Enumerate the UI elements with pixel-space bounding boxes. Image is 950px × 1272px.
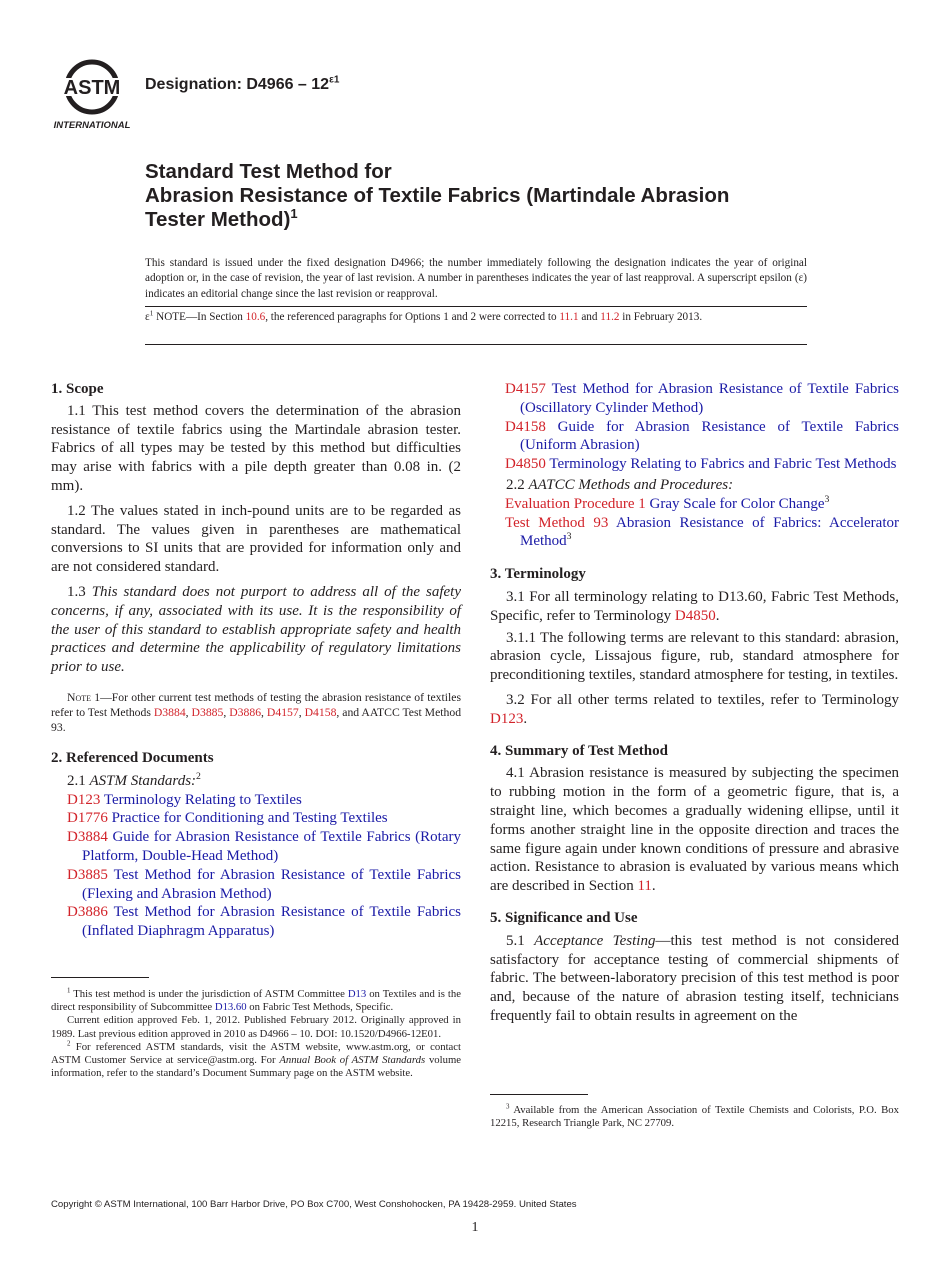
ref-item[interactable]: D1776 Practice for Conditioning and Testing Textiles	[67, 810, 388, 827]
right-column	[490, 380, 899, 1026]
footnote-divider-right	[490, 1094, 588, 1095]
note-link-d4157[interactable]: D4157	[266, 705, 299, 719]
heading-terminology: 3. Terminology	[490, 566, 586, 583]
aatcc-item[interactable]: Evaluation Procedure 1 Gray Scale for Color Change$^3$	[505, 493, 830, 512]
para-2-1: 2.1 ASTM Standards:$^2$	[67, 770, 201, 789]
heading-summary: 4. Summary of Test Method	[490, 742, 668, 759]
aatcc-list	[490, 495, 899, 551]
footnote-3: $^3$ Available from the American Association of Textile Chemists and Colorists, P.O. Box 12215, Research Triangle Park, NC 27709.	[490, 1102, 899, 1130]
intro-divider-bottom	[145, 344, 807, 345]
astm-standards-list	[51, 791, 461, 941]
intro-divider-top	[145, 306, 807, 307]
aatcc-item[interactable]: Test Method 93 Abrasion Resistance of Fabrics: Accelerator Method$^3$	[505, 514, 899, 550]
link-section-11-1[interactable]: 11.1	[559, 311, 579, 323]
note-1: Note 1—For other current test methods of testing the abrasion resistance of textiles refer to Test Methods D3884, D3885, D3886, D4157, D4158, and AATCC Test Method 93.	[51, 690, 462, 734]
ref-item[interactable]: D123 Terminology Relating to Textiles	[67, 791, 302, 808]
ref-item[interactable]: D3884 Guide for Abrasion Resistance of Textile Fabrics (Rotary Platform, Double-Head Method)	[67, 829, 461, 864]
heading-scope: 1. Scope	[51, 381, 104, 397]
ref-item[interactable]: D3886 Test Method for Abrasion Resistance of Textile Fabrics (Inflated Diaphragm Apparatus)	[67, 904, 461, 940]
para-3-2: 3.2 For all other terms related to textiles, refer to Terminology D123.	[490, 691, 899, 727]
title-line-3: Tester Method)	[145, 208, 291, 231]
para-3-1: 3.1 For all terminology relating to D13.60, Fabric Test Methods, Specific, refer to Terminology D4850.	[490, 588, 899, 624]
footnote-divider-left	[51, 977, 149, 978]
footnote-2: $^2$ For referenced ASTM standards, visit the ASTM website, www.astm.org, or contact ASTM Customer Service at service@astm.org. For Annual Book of ASTM Standards volume information, refer to the standard’s Document Summary page on the ASTM website.	[51, 1039, 461, 1080]
para-3-1-1: 3.1.1 The following terms are relevant to this standard: abrasion, abrasion cycle, Lissajous figure, rub, standard atmosphere for preconditioning textiles, standard atmosphere for testing, in textiles.	[490, 629, 899, 684]
ref-item[interactable]: D4157 Test Method for Abrasion Resistance of Textile Fabrics (Oscillatory Cylinder Method)	[505, 381, 899, 416]
note-link-d3885[interactable]: D3885	[191, 705, 224, 719]
link-section-11-2[interactable]: 11.2	[600, 311, 620, 323]
link-committee-d13[interactable]: D13	[347, 988, 367, 1000]
left-column	[51, 380, 461, 941]
page-number: 1	[471, 1220, 479, 1235]
note-link-d3884[interactable]: D3884	[153, 705, 186, 719]
title-line-1: Standard Test Method for	[145, 160, 392, 183]
para-4-1: 4.1 Abrasion resistance is measured by subjecting the specimen to rubbing motion in the form of a geometric figure, that is, a straight line, which becomes a gradually widening ellipse, until it forms another straight line in the opposite direction and traces the same figure again under known conditions of pressure and abrasive action. Resistance to abrasion is evaluated by various means which are described in Section 11.	[490, 765, 899, 895]
astm-logo-icon	[50, 56, 134, 132]
logo-letters: ASTM	[63, 77, 121, 99]
para-1-2: 1.2 The values stated in inch-pound units are to be regarded as standard. The values given in parentheses are mathematical conversions to SI units that are provided for information only and are not considered standard.	[51, 502, 461, 576]
designation-label: Designation: D4966 – 12	[145, 76, 330, 93]
ref-item[interactable]: D4850 Terminology Relating to Fabrics and Fabric Test Methods	[505, 456, 897, 473]
para-5-1: 5.1 Acceptance Testing—this test method is not considered satisfactory for acceptance testing of commercial shipments of fabric. The between-laboratory precision of this test method is poor and, because of the nature of abrasion testing itself, technicians frequently fail to obtain results in agreement on the	[490, 932, 900, 1024]
designation	[145, 76, 339, 94]
astm-standards-list-cont	[490, 380, 899, 474]
document-title	[145, 160, 825, 232]
left-footnotes	[51, 988, 461, 1080]
footnote-1: $^1$ This test method is under the jurisdiction of ASTM Committee D13 on Textiles and is the direct responsibility of Subcommittee D13.60 on Fabric Test Methods, Specific.	[51, 986, 461, 1014]
logo-subtext: INTERNATIONAL	[53, 120, 131, 131]
link-section-11[interactable]: 11	[637, 878, 652, 895]
astm-logo	[50, 56, 134, 132]
title-footnote-ref: 1	[290, 206, 298, 222]
link-section-10-6[interactable]: 10.6	[245, 311, 266, 323]
title-line-2: Abrasion Resistance of Textile Fabrics (Martindale Abrasion	[145, 184, 730, 207]
heading-significance: 5. Significance and Use	[490, 909, 638, 926]
link-subcommittee-d1360[interactable]: D13.60	[214, 1001, 247, 1014]
designation-epsilon: ε1	[329, 74, 340, 86]
para-1-1: 1.1 This test method covers the determination of the abrasion resistance of textile fabrics using the Martindale abrasion tester. Fabrics of all types may be tested by this method but difficulties may arise with fabrics with a pile depth greater than 0.08 in. (2 mm).	[51, 402, 461, 494]
note-link-d3886[interactable]: D3886	[229, 705, 262, 719]
heading-referenced-documents: 2. Referenced Documents	[51, 749, 214, 766]
editorial-note: $\varepsilon^1$ NOTE—In Section 10.6, the referenced paragraphs for Options 1 and 2 were corrected to 11.1 and 11.2 in February 2013.	[145, 309, 703, 323]
note-link-d4158[interactable]: D4158	[304, 705, 337, 719]
ref-item[interactable]: D4158 Guide for Abrasion Resistance of Textile Fabrics (Uniform Abrasion)	[505, 418, 899, 454]
para-2-2: 2.2 AATCC Methods and Procedures:	[506, 476, 734, 493]
right-footnotes	[490, 1104, 899, 1130]
ref-item[interactable]: D3885 Test Method for Abrasion Resistance of Textile Fabrics (Flexing and Abrasion Method)	[67, 866, 461, 902]
footnote-1-edition: Current edition approved Feb. 1, 2012. Published February 2012. Originally approved in 1989. Last previous edition approved in 2010 as D4966 – 10. DOI: 10.1520/D4966-12E01.	[51, 1014, 461, 1040]
link-d4850[interactable]: D4850	[674, 607, 716, 624]
para-1-3: 1.3 This standard does not purport to address all of the safety concerns, if any, associated with its use. It is the responsibility of the user of this standard to establish appropriate safety and health practices and determine the applicability of regulatory limitations prior to use.	[51, 583, 462, 676]
copyright-line: Copyright © ASTM International, 100 Barr Harbor Drive, PO Box C700, West Conshohocken, PA 19428-2959. United States	[51, 1199, 577, 1210]
link-d123[interactable]: D123	[490, 710, 524, 727]
issue-statement: This standard is issued under the fixed designation D4966; the number immediately following the designation indicates the year of original adoption or, in the case of revision, the year of last revision. A number in parentheses indicates the year of last reapproval. A superscript epsilon (ε) indicates an editorial change since the last revision or reapproval.	[145, 257, 807, 300]
